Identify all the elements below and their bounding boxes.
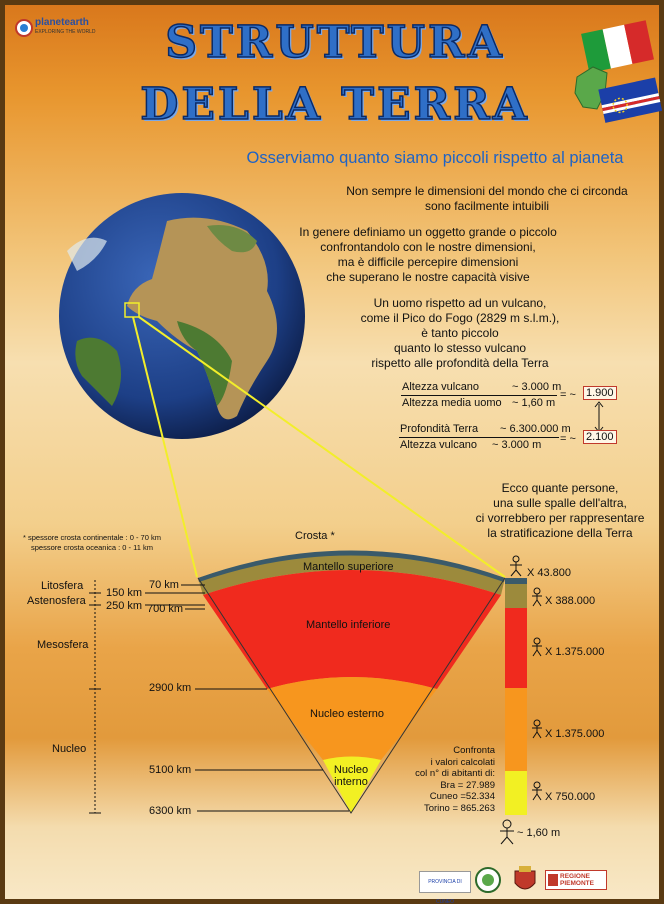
ratio-2-num-value: ~ 6.300.000 m (500, 423, 571, 435)
layer-label-mantello-superiore: Mantello superiore (303, 561, 394, 573)
ratio-2-equals: = ~ (560, 433, 576, 445)
people-count-lower-mantle: X 1.375.000 (545, 646, 605, 658)
compare-line-2: i valori calcolati (430, 756, 495, 768)
people-intro-line-3: ci vorrebbero per rappresentare (475, 511, 645, 525)
compare-torino: Torino = 865.263 (423, 802, 495, 814)
ratio-1-den-value: ~ 1,60 m (512, 397, 556, 409)
person-icon-outer-core (529, 719, 545, 739)
paragraph-3-line-2: come il Pico do Fogo (2829 m s.l.m.), (360, 311, 560, 325)
layer-label-mantello-inferiore: Mantello inferiore (306, 619, 391, 631)
title-line-1: STRUTTURA (165, 17, 505, 68)
regione-piemonte-logo (545, 870, 607, 890)
depth-6300: 6300 km (149, 805, 192, 817)
depth-70: 70 km (149, 579, 179, 591)
compare-cuneo: Cuneo =52.334 (429, 791, 495, 802)
logo-tagline: EXPLORING THE WORLD (35, 29, 96, 35)
people-count-crust: X 43.800 (527, 567, 572, 579)
people-count-inner-core: X 750.000 (545, 791, 596, 803)
depth-250: 250 km (106, 600, 143, 612)
depth-5100: 5100 km (149, 764, 192, 776)
association-seal-icon (475, 867, 501, 893)
zone-litosfera: Litosfera (41, 580, 84, 592)
subtitle: Osserviamo quanto siamo piccoli rispetto al pianeta (246, 149, 624, 167)
compare-line-3: col n° di abitanti di: (415, 768, 495, 779)
paragraph-2-line-1: In genere definiamo un oggetto grande o piccolo (299, 225, 557, 239)
ratio-2-den-label: Altezza vulcano (400, 439, 478, 451)
paragraph-2-line-3: ma è difficile percepire dimensioni (337, 255, 519, 269)
paragraph-3-line-1: Un uomo rispetto ad un vulcano, (373, 296, 547, 310)
layer-label-nucleo-esterno: Nucleo esterno (310, 708, 384, 720)
crust-note-oceanic: spessore crosta oceanica : 0 - 11 km (31, 543, 153, 552)
ratio-2-num-label: Profondità Terra (400, 423, 479, 435)
paragraph-2-line-4: che superano le nostre capacità visive (326, 270, 530, 284)
logo-name: planetearth (35, 17, 89, 28)
nucleo-interno-line-2: interno (334, 776, 368, 788)
regione-piemonte-mark-icon (548, 874, 558, 886)
paragraph-3-line-4: quanto lo stesso vulcano (393, 341, 527, 355)
title-line-2: DELLA TERRA (140, 79, 530, 130)
paragraph-2-line-2: confrontandolo con le nostre dimensioni, (320, 240, 536, 254)
nucleo-interno-line-1: Nucleo (333, 764, 369, 776)
ratio-2-den-value: ~ 3.000 m (492, 439, 542, 451)
paragraph-1-line-1: Non sempre le dimensioni del mondo che ci circonda (346, 184, 628, 198)
compare-bra: Bra = 27.989 (440, 779, 495, 791)
paragraph-3-line-3: è tanto piccolo (421, 326, 499, 340)
person-icon-lower-mantle (529, 637, 545, 657)
person-icon-inner-core (529, 781, 545, 801)
person-icon-scale (497, 819, 517, 845)
zone-mesosfera: Mesosfera (37, 639, 89, 651)
ratio-1-result: 1.900 (583, 386, 617, 400)
paragraph-3-line-5: rispetto alle profondità della Terra (371, 356, 549, 370)
depth-700: 700 km (147, 603, 184, 615)
regione-piemonte-text: REGIONE PIEMONTE (560, 873, 594, 887)
provincia-cuneo-text: PROVINCIA DI CUNEO (428, 879, 462, 905)
person-height: ~ 1,60 m (517, 827, 561, 839)
ratio-1-equals: = ~ (560, 389, 576, 401)
crust-note-continental: * spessore crosta continentale : 0 - 70 km (23, 533, 161, 542)
people-count-upper-mantle: X 388.000 (545, 595, 596, 607)
people-count-outer-core: X 1.375.000 (545, 728, 605, 740)
people-column (5, 5, 669, 909)
people-intro-line-1: Ecco quante persone, (501, 481, 619, 495)
ratio-1-den-label: Altezza media uomo (402, 397, 502, 409)
provincia-cuneo-logo (419, 871, 471, 905)
layer-label-crosta: Crosta * (295, 530, 335, 542)
paragraph-1-line-2: sono facilmente intuibili (424, 199, 550, 213)
people-intro-line-2: una sulle spalle dell'altra, (493, 496, 627, 510)
people-intro-line-4: la stratificazione della Terra (487, 526, 633, 540)
compare-line-1: Confronta (453, 745, 495, 756)
zone-nucleo: Nucleo (52, 743, 87, 755)
person-icon-upper-mantle (529, 587, 545, 607)
person-icon-crust (507, 555, 525, 577)
depth-2900: 2900 km (149, 682, 192, 694)
ratio-1-num-label: Altezza vulcano (402, 381, 480, 393)
ratio-1-num-value: ~ 3.000 m (512, 381, 562, 393)
depth-150: 150 km (106, 587, 143, 599)
zone-astenosfera: Astenosfera (27, 595, 86, 607)
ratio-2-result: 2.100 (583, 430, 617, 444)
municipal-crest-icon (511, 865, 539, 895)
compare-note (407, 745, 495, 814)
